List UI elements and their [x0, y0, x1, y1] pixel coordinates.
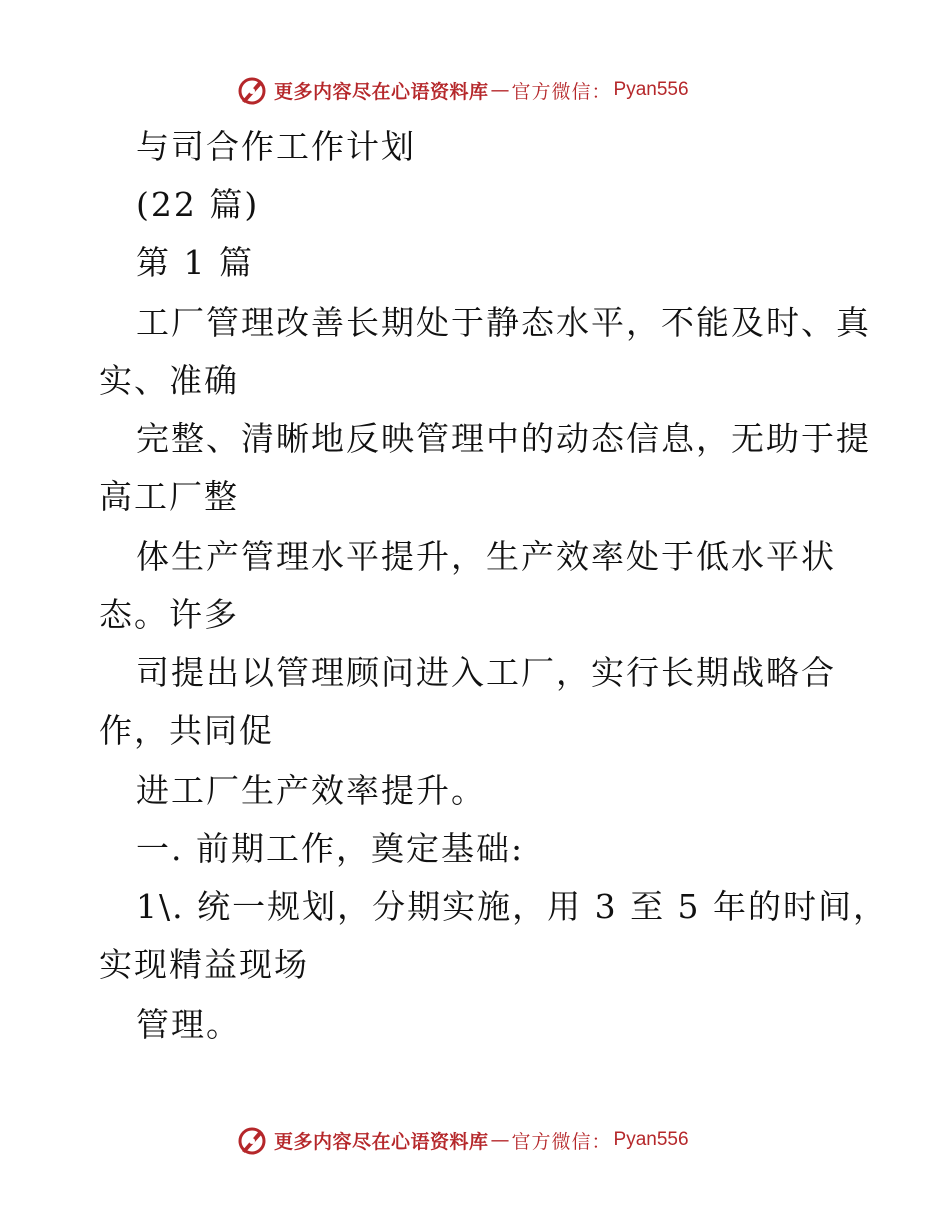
text-line: 实、准确	[99, 361, 239, 400]
watermark-sub-text: 官方微信：	[511, 1130, 612, 1153]
text-line: 作，共同促	[99, 711, 274, 750]
document-subtitle: (22 篇)	[136, 185, 260, 224]
document-title: 与司合作工作计划	[136, 127, 416, 166]
watermark-footer	[236, 1123, 689, 1157]
watermark-main-text: 更多内容尽在心语资料库	[274, 80, 489, 103]
text-line: 实现精益现场	[99, 945, 309, 984]
watermark-wechat-id: Pyan556	[613, 79, 689, 100]
watermark-wechat-id: Pyan556	[613, 1129, 689, 1150]
watermark-dash: —	[490, 1129, 510, 1151]
text-line: 管理。	[136, 1005, 241, 1044]
text-line: 态。许多	[99, 595, 239, 634]
watermark-sub-text: 官方微信：	[511, 80, 612, 103]
watermark-main-text: 更多内容尽在心语资料库	[274, 1130, 489, 1153]
text-line: 高工厂整	[99, 477, 239, 516]
text-line: 司提出以管理顾问进入工厂，实行长期战略合	[136, 653, 836, 692]
quill-pen-icon	[236, 74, 268, 106]
text-line: 完整、清晰地反映管理中的动态信息，无助于提	[136, 419, 871, 458]
list-heading: 一. 前期工作，奠定基础:	[136, 829, 525, 868]
section-heading: 第 1 篇	[136, 243, 254, 282]
watermark-header	[236, 73, 689, 107]
text-line: 工厂管理改善长期处于静态水平，不能及时、真	[136, 303, 871, 342]
list-item: 1\. 统一规划，分期实施，用 3 至 5 年的时间，	[136, 887, 889, 926]
text-line: 进工厂生产效率提升。	[136, 771, 486, 810]
text-line: 体生产管理水平提升，生产效率处于低水平状	[136, 537, 836, 576]
quill-pen-icon	[236, 1124, 268, 1156]
watermark-dash: —	[490, 79, 510, 101]
